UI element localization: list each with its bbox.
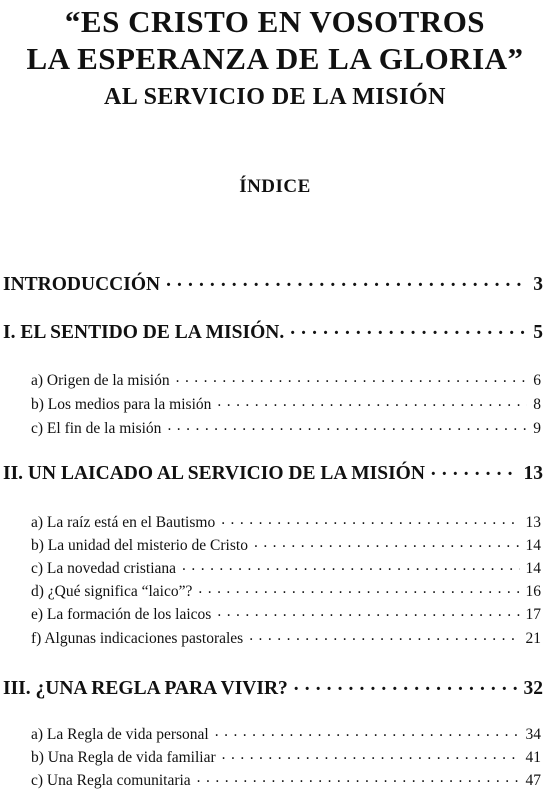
toc-entry-2a	[31, 511, 541, 532]
toc-entry-page: 5	[533, 321, 543, 343]
toc-entry-page: 9	[533, 419, 541, 437]
toc-leader-dots	[167, 417, 527, 433]
title-line-2: LA ESPERANZA DE LA GLORIA”	[26, 41, 524, 76]
toc-entry-introduccion	[3, 270, 543, 296]
toc-entry-2d	[31, 580, 541, 601]
toc-entry-label: I. EL SENTIDO DE LA MISIÓN.	[3, 321, 285, 343]
toc-entry-page: 16	[525, 582, 541, 600]
toc-entry-1a	[31, 369, 541, 390]
title-line-1: “ES CRISTO EN VOSOTROS	[64, 4, 486, 39]
toc-entry-page: 6	[533, 371, 541, 389]
toc-entry-label: c) El fin de la misión	[31, 419, 162, 437]
toc-entry-label: b) Los medios para la misión	[31, 395, 212, 413]
toc-entry-section-1	[3, 318, 543, 344]
toc-entry-page: 34	[525, 725, 541, 743]
toc-entry-3a	[31, 723, 541, 744]
toc-entry-page: 13	[525, 513, 541, 531]
toc-entry-label: c) Una Regla comunitaria	[31, 771, 191, 789]
index-heading: ÍNDICE	[239, 176, 311, 197]
subtitle: AL SERVICIO DE LA MISIÓN	[104, 84, 446, 110]
toc-entry-section-3	[3, 674, 543, 700]
toc-entry-label: b) Una Regla de vida familiar	[31, 748, 216, 766]
toc-entry-2b	[31, 534, 541, 555]
toc-entry-page: 14	[525, 559, 541, 577]
toc-leader-dots	[222, 746, 520, 762]
toc-entry-label: d) ¿Qué significa “laico”?	[31, 582, 193, 600]
toc-entry-3c	[31, 769, 541, 790]
toc-entry-page: 41	[525, 748, 541, 766]
toc-entry-label: c) La novedad cristiana	[31, 559, 177, 577]
toc-leader-dots	[221, 511, 519, 527]
toc-entry-page: 17	[525, 605, 541, 623]
toc-entry-3b	[31, 746, 541, 767]
toc-entry-label: b) La unidad del misterio de Cristo	[31, 536, 248, 554]
toc-leader-dots	[294, 674, 518, 694]
toc-entry-label: II. UN LAICADO AL SERVICIO DE LA MISIÓN	[3, 462, 425, 484]
toc-entry-1b	[31, 393, 541, 414]
toc-entry-2c	[31, 557, 541, 578]
toc-entry-label: INTRODUCCIÓN	[3, 273, 161, 295]
toc-entry-page: 14	[525, 536, 541, 554]
toc-leader-dots	[182, 557, 519, 573]
toc-leader-dots	[254, 534, 520, 550]
toc-entry-page: 3	[533, 273, 543, 295]
toc-entry-label: III. ¿UNA REGLA PARA VIVIR?	[3, 677, 288, 699]
toc-leader-dots	[431, 459, 518, 479]
toc-entry-label: a) La raíz está en el Bautismo	[31, 513, 216, 531]
toc-leader-dots	[290, 318, 527, 338]
toc-leader-dots	[217, 603, 519, 619]
toc-entry-page: 8	[533, 395, 541, 413]
toc-leader-dots	[215, 723, 520, 739]
toc-entry-page: 13	[523, 462, 543, 484]
toc-leader-dots	[176, 369, 528, 385]
toc-leader-dots	[166, 270, 527, 290]
toc-entry-label: f) Algunas indicaciones pastorales	[31, 629, 244, 647]
toc-entry-label: a) La Regla de vida personal	[31, 725, 209, 743]
toc-leader-dots	[197, 769, 520, 785]
toc-leader-dots	[249, 627, 519, 643]
toc-entry-page: 21	[525, 629, 541, 647]
toc-entry-section-2	[3, 459, 543, 485]
toc-entry-label: e) La formación de los laicos	[31, 605, 212, 623]
toc-leader-dots	[217, 393, 527, 409]
toc-entry-2e	[31, 603, 541, 624]
toc-entry-label: a) Origen de la misión	[31, 371, 170, 389]
toc-entry-1c	[31, 417, 541, 438]
toc-entry-page: 32	[523, 677, 543, 699]
toc-entry-page: 47	[525, 771, 541, 789]
toc-leader-dots	[198, 580, 519, 596]
toc-entry-2f	[31, 627, 541, 648]
